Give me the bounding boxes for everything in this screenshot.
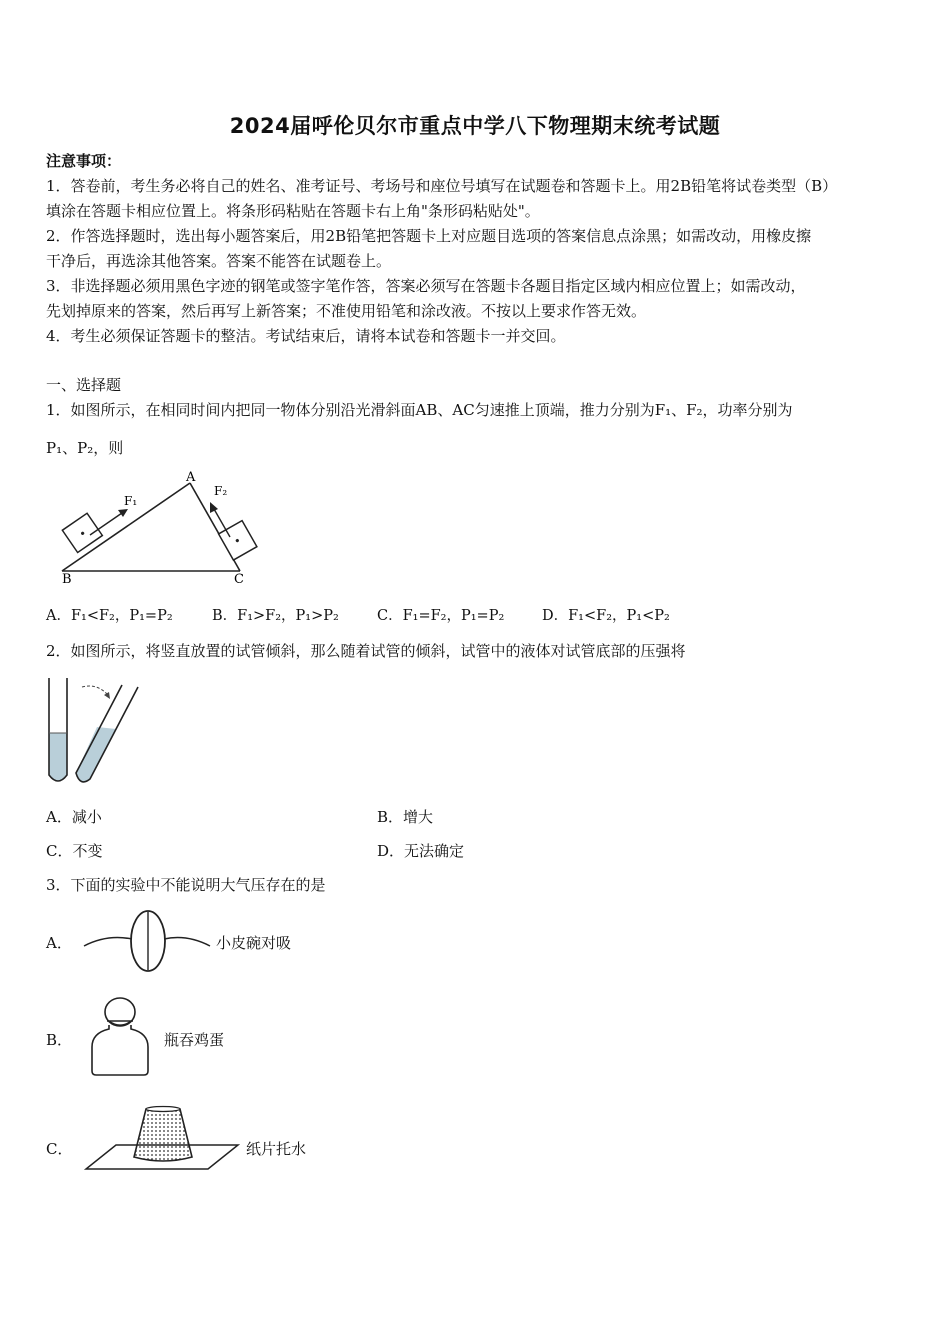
q3-option-c-letter: C． (46, 1140, 73, 1158)
question-3-text: 3．下面的实验中不能说明大气压存在的是 (46, 876, 326, 894)
q1-option-b: B．F₁>F₂，P₁>P₂ (212, 608, 339, 624)
q2-option-b: B．增大 (377, 808, 434, 826)
arrow-f2-head (210, 502, 218, 513)
notice-line: 1．答卷前，考生务必将自己的姓名、准考证号、考场号和座位号填写在试题卷和答题卡上。用2B铅笔将试卷类型（B） (46, 177, 838, 195)
test-tube-figure (42, 675, 147, 790)
label-f1: F₁ (124, 494, 138, 508)
q2-option-a: A．减小 (46, 808, 102, 826)
notice-line: 2．作答选择题时，选出每小题答案后，用2B铅笔把答题卡上对应题目选项的答案信息点涂黑；如需改动，用橡皮擦 (46, 227, 812, 245)
section-heading: 一、选择题 (46, 376, 122, 394)
question-1-text: 1．如图所示，在相同时间内把同一物体分别沿光滑斜面AB、AC匀速推上顶端，推力分别为F₁、F₂，功率分别为 (46, 401, 793, 419)
q3-caption-c: 纸片托水 (246, 1140, 307, 1158)
question-1-text-cont: P₁、P₂，则 (46, 439, 124, 457)
tilt-arrow (82, 686, 108, 695)
notice-line: 先划掉原来的答案，然后再写上新答案；不准使用铅笔和涂改液。不按以上要求作答无效。 (46, 302, 647, 320)
q3-caption-b: 瓶吞鸡蛋 (164, 1031, 225, 1049)
q1-option-a: A．F₁<F₂，P₁=P₂ (46, 608, 173, 624)
tilt-arrow-head (104, 692, 110, 699)
notice-line: 3．非选择题必须用黑色字迹的钢笔或签字笔作答，答案必须写在答题卡各题目指定区域内相应位置上；如需改动， (46, 277, 806, 295)
glass-rim (146, 1107, 180, 1112)
q3-option-b-letter: B． (46, 1031, 73, 1049)
right-string (164, 938, 210, 946)
q2-option-d: D．无法确定 (377, 842, 465, 860)
suction-cups-figure (82, 908, 212, 973)
glass-of-water (134, 1109, 192, 1161)
bottle (92, 1025, 148, 1075)
label-a: A (186, 470, 196, 485)
incline-figure (40, 465, 270, 590)
arrow-f1-head (118, 509, 128, 517)
upright-tube-liquid (49, 733, 67, 781)
page-title: 2024届呼伦贝尔市重点中学八下物理期末统考试题 (229, 114, 721, 138)
question-2-text: 2．如图所示，将竖直放置的试管倾斜，那么随着试管的倾斜，试管中的液体对试管底部的压强将 (46, 642, 686, 660)
notice-line: 干净后，再选涂其他答案。答案不能答在试题卷上。 (46, 252, 392, 270)
q3-caption-a: 小皮碗对吸 (216, 934, 292, 952)
left-string (84, 938, 132, 946)
q2-option-c: C．不变 (46, 842, 103, 860)
label-b: B (62, 572, 72, 587)
notice-line: 填涂在答题卡相应位置上。将条形码粘贴在答题卡右上角"条形码粘贴处"。 (46, 202, 540, 220)
bottle-egg-figure (86, 995, 156, 1080)
paper-water-figure (82, 1105, 242, 1175)
q3-option-a-letter: A． (46, 934, 72, 952)
q1-option-d: D．F₁<F₂，P₁<P₂ (542, 608, 670, 624)
label-c: C (234, 572, 244, 587)
q1-option-c: C．F₁=F₂，P₁=P₂ (377, 608, 505, 624)
notice-line: 4．考生必须保证答题卡的整洁。考试结束后，请将本试卷和答题卡一并交回。 (46, 327, 566, 345)
notice-heading: 注意事项： (46, 152, 122, 170)
label-f2: F₂ (214, 484, 228, 498)
